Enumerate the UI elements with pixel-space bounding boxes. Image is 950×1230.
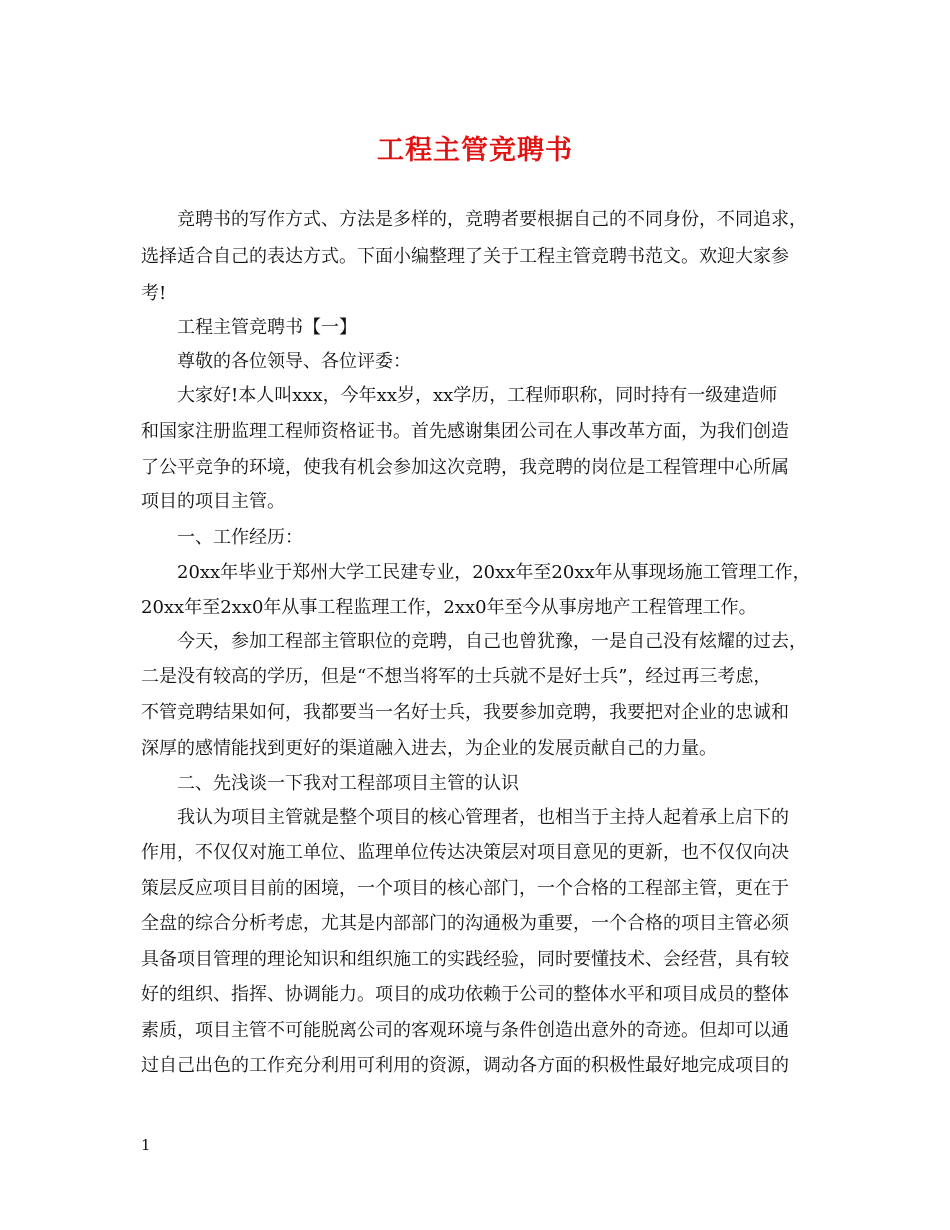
- page-title: 工程主管竞聘书: [377, 135, 573, 166]
- section-heading: 二、先浅谈一下我对工程部项目主管的认识: [177, 773, 519, 794]
- body-line: 作用，不仅仅对施工单位、监理单位传达决策层对项目意见的更新，也不仅仅向决: [141, 842, 789, 863]
- section-heading: 工程主管竞聘书【一】: [177, 317, 357, 338]
- body-line: 和国家注册监理工程师资格证书。首先感谢集团公司在人事改革方面，为我们创造: [141, 421, 789, 442]
- body-line: 了公平竞争的环境，使我有机会参加这次竞聘，我竞聘的岗位是工程管理中心所属: [141, 457, 789, 478]
- body-line: 策层反应项目目前的困境，一个项目的核心部门，一个合格的工程部主管，更在于: [141, 878, 789, 899]
- section-heading: 一、工作经历：: [177, 527, 303, 548]
- body-line: 好的组织、指挥、协调能力。项目的成功依赖于公司的整体水平和项目成员的整体: [141, 984, 789, 1005]
- body-line: 竞聘书的写作方式、方法是多样的，竞聘者要根据自己的不同身份，不同追求，: [177, 209, 807, 230]
- body-line: 素质，项目主管不可能脱离公司的客观环境与条件创造出意外的奇迹。但却可以通: [141, 1020, 789, 1041]
- salutation: 尊敬的各位领导、各位评委：: [177, 351, 411, 372]
- body-line: 深厚的感情能找到更好的渠道融入进去，为企业的发展贡献自己的力量。: [141, 738, 717, 759]
- body-line: 我认为项目主管就是整个项目的核心管理者，也相当于主持人起着承上启下的: [177, 807, 789, 828]
- body-line: 全盘的综合分析考虑，尤其是内部部门的沟通极为重要，一个合格的项目主管必须: [141, 913, 789, 934]
- body-line: 选择适合自己的表达方式。下面小编整理了关于工程主管竞聘书范文。欢迎大家参: [141, 246, 789, 267]
- page-number: 1: [141, 1136, 151, 1154]
- body-line: 今天，参加工程部主管职位的竞聘，自己也曾犹豫，一是自己没有炫耀的过去，: [177, 631, 807, 652]
- body-line: 20xx年至2xx0年从事工程监理工作，2xx0年至今从事房地产工程管理工作。: [141, 597, 757, 618]
- body-line: 考!: [141, 283, 167, 304]
- body-line: 不管竞聘结果如何，我都要当一名好士兵，我要参加竞聘，我要把对企业的忠诚和: [141, 702, 789, 723]
- body-line: 二是没有较高的学历，但是“不想当将军的士兵就不是好士兵”，经过再三考虑，: [141, 666, 772, 687]
- body-line: 项目的项目主管。: [141, 491, 285, 512]
- body-line: 过自己出色的工作充分利用可利用的资源，调动各方面的积极性最好地完成项目的: [141, 1055, 789, 1076]
- body-line: 大家好!本人叫xxx，今年xx岁，xx学历，工程师职称，同时持有一级建造师: [177, 385, 778, 406]
- body-line: 20xx年毕业于郑州大学工民建专业，20xx年至20xx年从事现场施工管理工作，: [177, 562, 811, 583]
- body-line: 具备项目管理的理论知识和组织施工的实践经验，同时要懂技术、会经营，具有较: [141, 949, 789, 970]
